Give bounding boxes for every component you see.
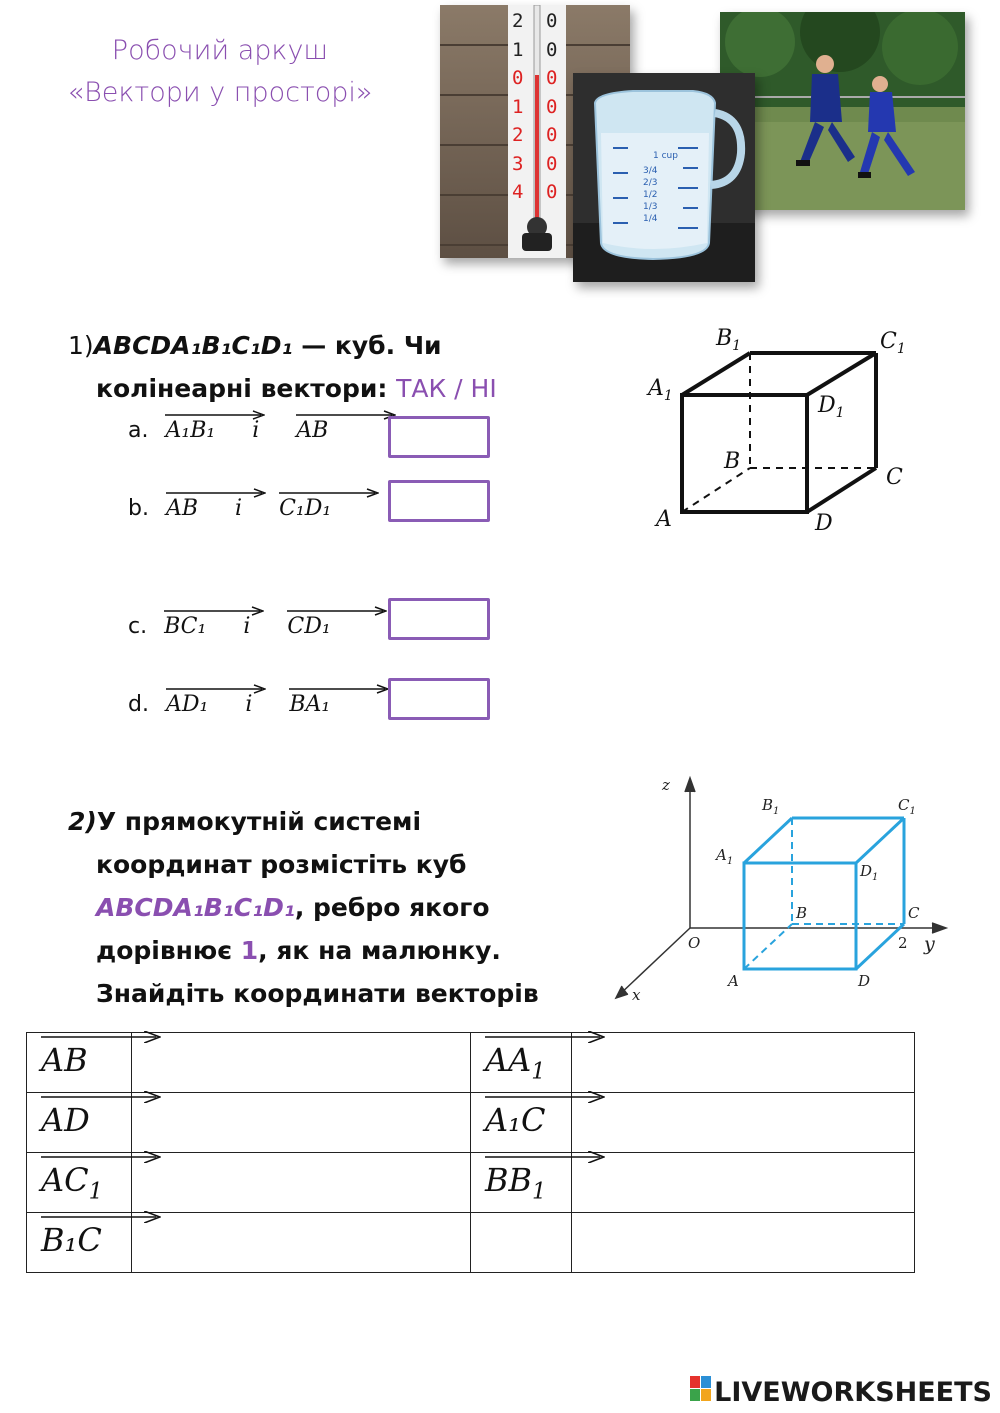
cube-diagram — [640, 320, 930, 540]
option-c-connector: і — [243, 614, 251, 639]
answer-box-b[interactable] — [388, 480, 490, 522]
c2-label-b1: $B_1$ — [762, 796, 780, 817]
cup-fraction-2: 2/3 — [643, 178, 658, 188]
label-c1: $C_1$ — [880, 329, 906, 357]
axis-y-label: y — [924, 933, 935, 955]
answer-box-c[interactable] — [388, 598, 490, 640]
vector-arrow-icon — [165, 410, 265, 420]
option-d-vector2: BA₁ — [289, 692, 330, 717]
logo-icon — [690, 1376, 712, 1409]
table-cell-empty — [471, 1213, 572, 1273]
c2-label-b: B — [796, 904, 808, 922]
vector-arrow-icon — [289, 684, 389, 694]
vector-arrow-icon — [41, 1031, 161, 1043]
soccer-photo — [720, 12, 965, 210]
worksheet-title — [40, 30, 400, 114]
option-c-vector2: CD₁ — [287, 614, 330, 639]
answer-cell-b1c[interactable] — [132, 1213, 471, 1273]
option-c — [128, 614, 331, 639]
answer-cell-ad[interactable] — [132, 1093, 471, 1153]
cup-fraction-3: 1/2 — [643, 190, 658, 200]
option-a — [128, 418, 328, 443]
answer-box-a[interactable] — [388, 416, 490, 458]
axis-x-label: x — [632, 986, 641, 1004]
option-d-letter: d. — [128, 692, 149, 717]
vector-label: $AC_1$ — [27, 1161, 103, 1204]
option-a-vector1: A₁B₁ — [165, 418, 215, 443]
origin-label: O — [688, 934, 701, 952]
c2-label-a: A — [728, 972, 739, 990]
vector-arrow-icon — [164, 606, 264, 616]
measuring-cup-photo — [573, 73, 755, 282]
label-b1: $B_1$ — [716, 326, 742, 354]
scale-neg3: 3 — [512, 152, 524, 175]
table-row — [27, 1093, 915, 1153]
task1-text: — куб. Чи — [292, 331, 442, 360]
option-d-vector1: AD₁ — [166, 692, 208, 717]
answer-cell-ab[interactable] — [132, 1033, 471, 1093]
cup-fraction-5: 1/4 — [643, 214, 658, 224]
option-c-letter: c. — [128, 614, 148, 639]
label-b: B — [724, 449, 741, 474]
table-cell-vector — [27, 1033, 132, 1093]
option-d-connector: і — [245, 692, 253, 717]
task2-cube: ABCDA₁B₁C₁D₁ — [96, 893, 295, 922]
scale-r2: 0 — [546, 67, 558, 89]
scale-neg2: 2 — [512, 124, 524, 146]
option-d — [128, 692, 330, 717]
task2-line5: Знайдіть координати векторів — [96, 979, 539, 1008]
option-a-letter: a. — [128, 418, 149, 443]
table-cell-vector — [27, 1213, 132, 1273]
option-a-vector2: AB — [296, 418, 328, 443]
c2-label-a1: $A_1$ — [716, 846, 734, 867]
label-c: C — [886, 465, 903, 490]
vector-label: AD — [27, 1101, 90, 1144]
option-b-connector: і — [235, 496, 243, 521]
c2-label-c: C — [908, 904, 920, 922]
option-b — [128, 496, 331, 521]
measuring-cup-image — [573, 73, 755, 282]
task2-line3: , ребро якого — [294, 893, 490, 922]
table-cell-vector — [471, 1033, 572, 1093]
vector-arrow-icon — [485, 1091, 605, 1103]
scale-neg4: 4 — [512, 181, 524, 203]
table-cell-vector — [471, 1153, 572, 1213]
option-b-vector1: AB — [166, 496, 198, 521]
answer-cell-a1c[interactable] — [572, 1093, 915, 1153]
axis-z-label: z — [662, 776, 670, 794]
logo-text: LIVEWORKSHEETS — [714, 1377, 992, 1408]
option-b-letter: b. — [128, 496, 149, 521]
task1-cube: ABCDA₁B₁C₁D₁ — [93, 331, 293, 360]
option-c-vector1: BC₁ — [164, 614, 206, 639]
task1-number: 1) — [68, 331, 94, 360]
cup-fractions — [643, 165, 657, 225]
task2-number: 2) — [68, 807, 97, 836]
scale-0: 0 — [512, 67, 524, 89]
scale-r6: 0 — [546, 181, 558, 203]
vector-label: $AA_1$ — [471, 1041, 545, 1084]
answer-box-d[interactable] — [388, 678, 490, 720]
vector-arrow-icon — [166, 488, 266, 498]
task2-edge: 1 — [240, 936, 259, 965]
scale-neg1: 1 — [512, 95, 524, 118]
table-cell-vector — [471, 1093, 572, 1153]
table-row — [27, 1033, 915, 1093]
answer-cell-aa1[interactable] — [572, 1033, 915, 1093]
soccer-image — [720, 12, 965, 210]
scale-r5: 0 — [546, 152, 558, 175]
task2-line4b: , як на малюнку. — [258, 936, 501, 965]
vector-arrow-icon — [279, 488, 379, 498]
c2-label-d: D — [858, 972, 871, 990]
table-cell-vector — [27, 1093, 132, 1153]
scale-1: 1 — [512, 38, 524, 61]
vector-arrow-icon — [166, 684, 266, 694]
scale-r4: 0 — [546, 124, 558, 146]
task2-heading — [68, 800, 608, 1015]
task2-line1: У прямокутній системі — [96, 807, 422, 836]
task2-line2: координат розмістіть куб — [96, 850, 467, 879]
answer-cell-bb1[interactable] — [572, 1153, 915, 1213]
c2-label-c1: $C_1$ — [898, 796, 916, 817]
task1-line2: колінеарні вектори: — [96, 374, 397, 403]
vector-label: B₁C — [27, 1221, 102, 1264]
cup-fraction-4: 1/3 — [643, 202, 658, 212]
liveworksheets-logo[interactable] — [690, 1376, 992, 1409]
vector-arrow-icon — [296, 410, 396, 420]
answer-hint: ТАК / НІ — [396, 374, 497, 403]
vector-arrow-icon — [485, 1031, 605, 1043]
vector-coordinates-table — [26, 1032, 915, 1273]
tick-2-label: 2 — [898, 934, 908, 952]
title-line-2: «Вектори у просторі» — [67, 77, 373, 108]
scale-2: 2 — [512, 10, 524, 32]
answer-cell-ac1[interactable] — [132, 1153, 471, 1213]
task2-line4a: дорівнює — [96, 936, 241, 965]
table-cell-empty — [572, 1213, 915, 1273]
scale-r0: 0 — [546, 10, 558, 32]
table-row — [27, 1153, 915, 1213]
vector-arrow-icon — [485, 1151, 605, 1163]
cup-fraction-1: 3/4 — [643, 166, 658, 176]
c2-label-d1: $D_1$ — [860, 862, 879, 883]
vector-label: $BB_1$ — [471, 1161, 546, 1204]
vector-arrow-icon — [287, 606, 387, 616]
table-cell-vector — [27, 1153, 132, 1213]
vector-label: AB — [27, 1041, 88, 1084]
vector-label: A₁C — [471, 1101, 545, 1144]
option-b-vector2: C₁D₁ — [279, 496, 331, 521]
label-d: D — [815, 511, 833, 536]
title-line-1: Робочий аркуш — [111, 35, 329, 66]
vector-arrow-icon — [41, 1211, 161, 1223]
cup-label: 1 cup — [653, 151, 678, 161]
vector-arrow-icon — [41, 1091, 161, 1103]
label-a1: $A_1$ — [648, 376, 673, 404]
coordinate-cube-diagram — [610, 768, 960, 1008]
label-a: A — [656, 507, 672, 532]
label-d1: $D_1$ — [818, 393, 845, 421]
scale-r3: 0 — [546, 95, 558, 118]
vector-arrow-icon — [41, 1151, 161, 1163]
task1-heading — [68, 324, 588, 410]
table-row — [27, 1213, 915, 1273]
option-a-connector: і — [252, 418, 260, 443]
scale-r1: 0 — [546, 38, 558, 61]
